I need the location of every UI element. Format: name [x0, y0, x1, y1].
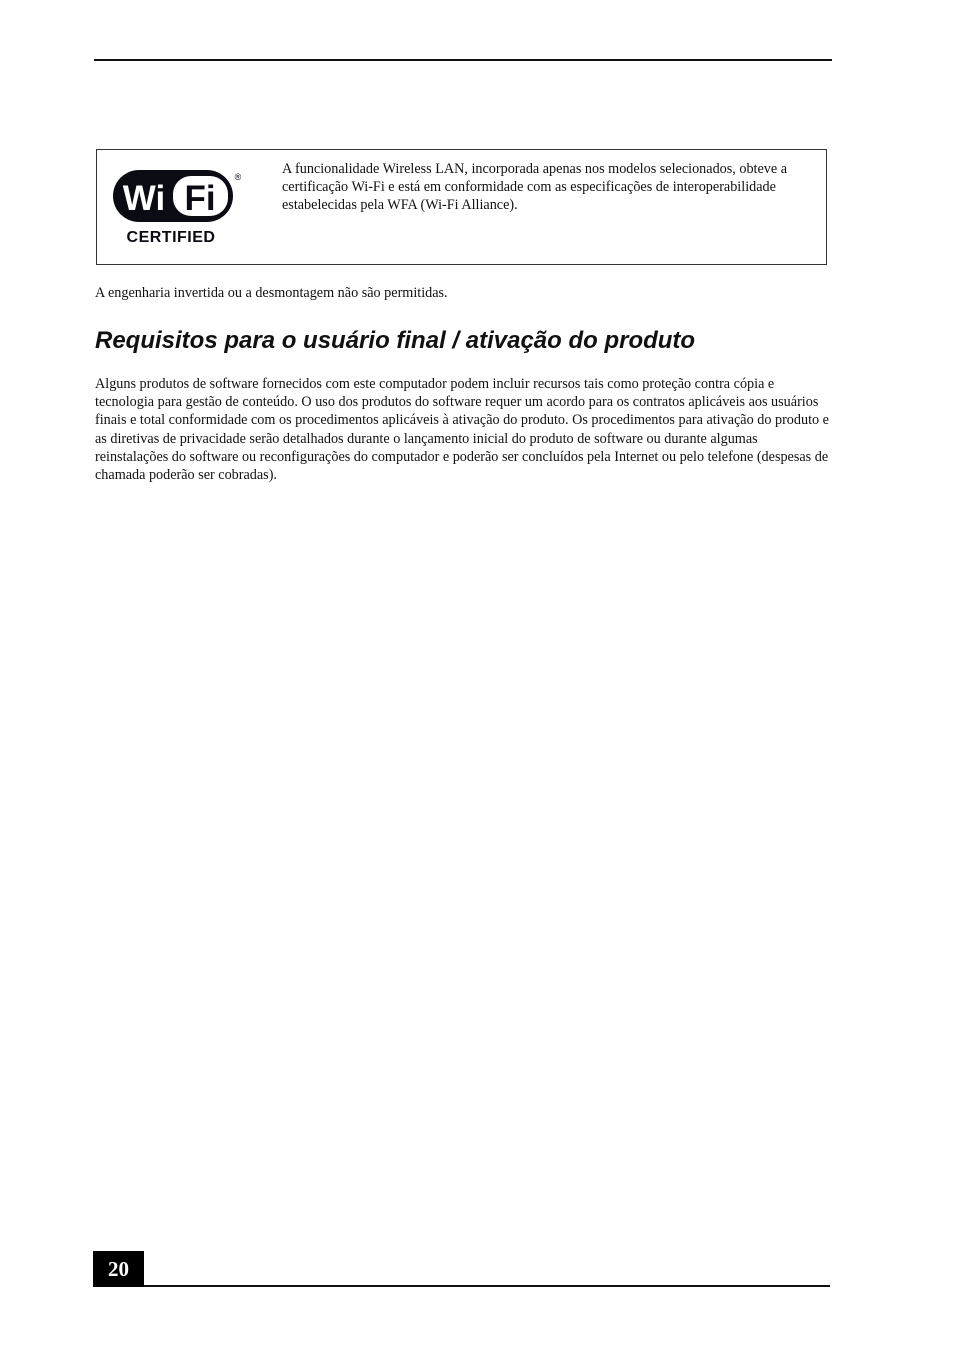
reverse-engineering-note: A engenharia invertida ou a desmontagem não são permitidas. — [95, 285, 448, 301]
header-rule — [94, 59, 832, 61]
footer-rule — [94, 1285, 830, 1287]
registered-mark: ® — [234, 172, 242, 182]
svg-text:Wi: Wi — [122, 179, 166, 218]
section-heading: Requisitos para o usuário final / ativação do produto — [95, 327, 696, 354]
section-body-text: Alguns produtos de software fornecidos com este computador podem incluir recursos tais como proteção contra cópia e tecnologia para gestão de conteúdo. O uso dos produtos do software requer um acordo para os contratos aplicáveis aos usuários finais e total conformidade com os procedimentos aplicáveis à ativação do produto. Os procedimentos para ativação do produto e as diretivas de privacidade serão detalhados durante o lançamento inicial do produto de software ou durante algumas reinstalações do software ou reconfigurações do computador e poderão ser concluídos pela Internet ou pelo telefone (despesas de chamada poderão ser cobradas). — [95, 376, 829, 484]
svg-text:Fi: Fi — [184, 179, 216, 218]
wifi-certification-box — [96, 149, 827, 265]
certified-label: CERTIFIED — [126, 229, 216, 246]
wifi-notice-text: A funcionalidade Wireless LAN, incorporada apenas nos modelos selecionados, obteve a certificação Wi-Fi e está em conformidade com as especificações de interoperabilidade estabelecidas pela WFA (Wi-Fi Alliance). — [282, 161, 788, 213]
wifi-certified-logo — [111, 168, 245, 250]
page-number: 20 — [93, 1251, 144, 1287]
